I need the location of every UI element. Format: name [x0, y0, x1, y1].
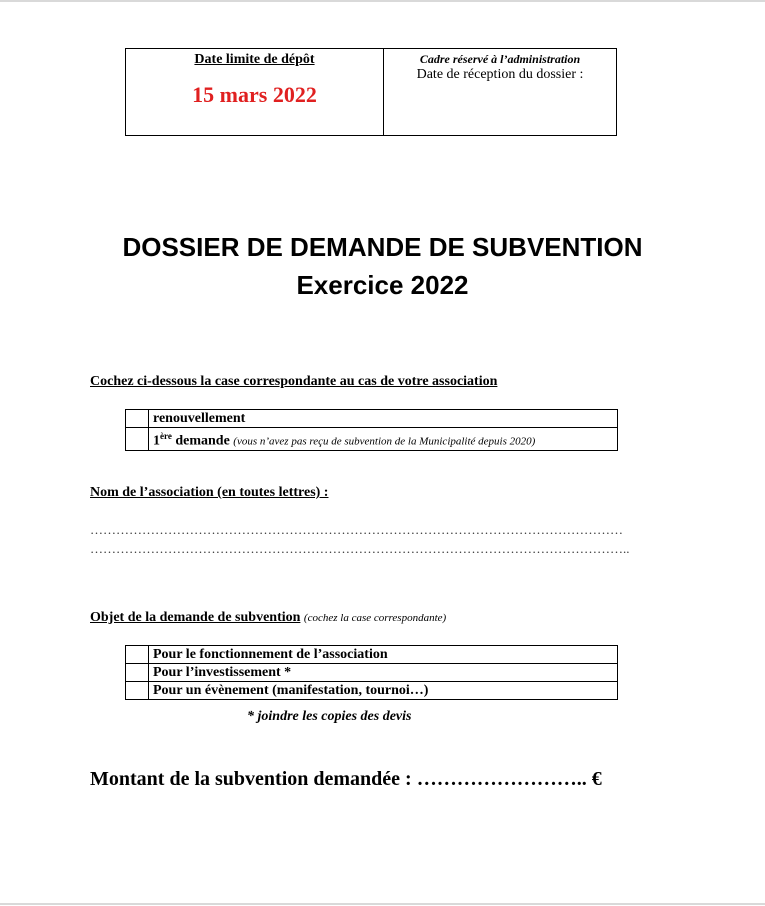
deadline-label: Date limite de dépôt — [194, 52, 315, 67]
admin-cell — [384, 49, 616, 135]
checkbox-fonctionnement[interactable] — [126, 646, 149, 664]
devis-note: * joindre les copies des devis — [247, 709, 412, 724]
case-section-label: Cochez ci-dessous la case correspondante au cas de votre association — [90, 374, 498, 389]
checkbox-evenement[interactable] — [126, 682, 149, 700]
option-sup: ère — [160, 431, 172, 441]
deadline-date: 15 mars 2022 — [192, 82, 317, 107]
case-option-row — [126, 428, 618, 451]
checkbox-premiere-demande[interactable] — [126, 428, 149, 451]
object-option-label: Pour le fonctionnement de l’association — [149, 646, 618, 664]
case-options-table — [125, 409, 618, 451]
object-option-row — [126, 682, 618, 700]
option-main: demande — [171, 433, 230, 449]
option-label-first-request — [149, 428, 618, 451]
bottom-border — [0, 903, 765, 905]
top-border — [0, 0, 765, 2]
admin-reception-label: Date de réception du dossier : — [416, 67, 584, 82]
option-note: (vous n’avez pas reçu de subvention de la Municipalité depuis 2020) — [233, 435, 536, 448]
object-section-hint: (cochez la case correspondante) — [303, 612, 447, 624]
option-prefix: 1 — [153, 433, 160, 449]
object-section-label: Objet de la demande de subvention — [90, 610, 301, 625]
checkbox-renouvellement[interactable] — [126, 410, 149, 428]
amount-field[interactable]: Montant de la subvention demandée : …………………….. € — [90, 768, 602, 790]
name-field-line-2[interactable]: …………………………………………………………………………………………………………….. — [90, 541, 630, 556]
object-option-row — [126, 664, 618, 682]
header-box — [125, 48, 617, 136]
checkbox-investissement[interactable] — [126, 664, 149, 682]
page-title: DOSSIER DE DEMANDE DE SUBVENTION — [122, 232, 643, 262]
deadline-cell — [126, 49, 384, 135]
name-section-label: Nom de l’association (en toutes lettres) : — [90, 485, 329, 500]
object-option-label: Pour l’investissement * — [149, 664, 618, 682]
case-option-row — [126, 410, 618, 428]
object-option-label: Pour un évènement (manifestation, tournoi…) — [149, 682, 618, 700]
option-label: renouvellement — [149, 410, 618, 428]
admin-title: Cadre réservé à l’administration — [419, 52, 581, 66]
page-subtitle: Exercice 2022 — [296, 270, 469, 300]
object-option-row — [126, 646, 618, 664]
name-field-line-1[interactable]: …………………………………………………………………………………………………………… — [90, 522, 623, 537]
object-section-heading — [90, 610, 446, 626]
object-options-table — [125, 645, 618, 700]
